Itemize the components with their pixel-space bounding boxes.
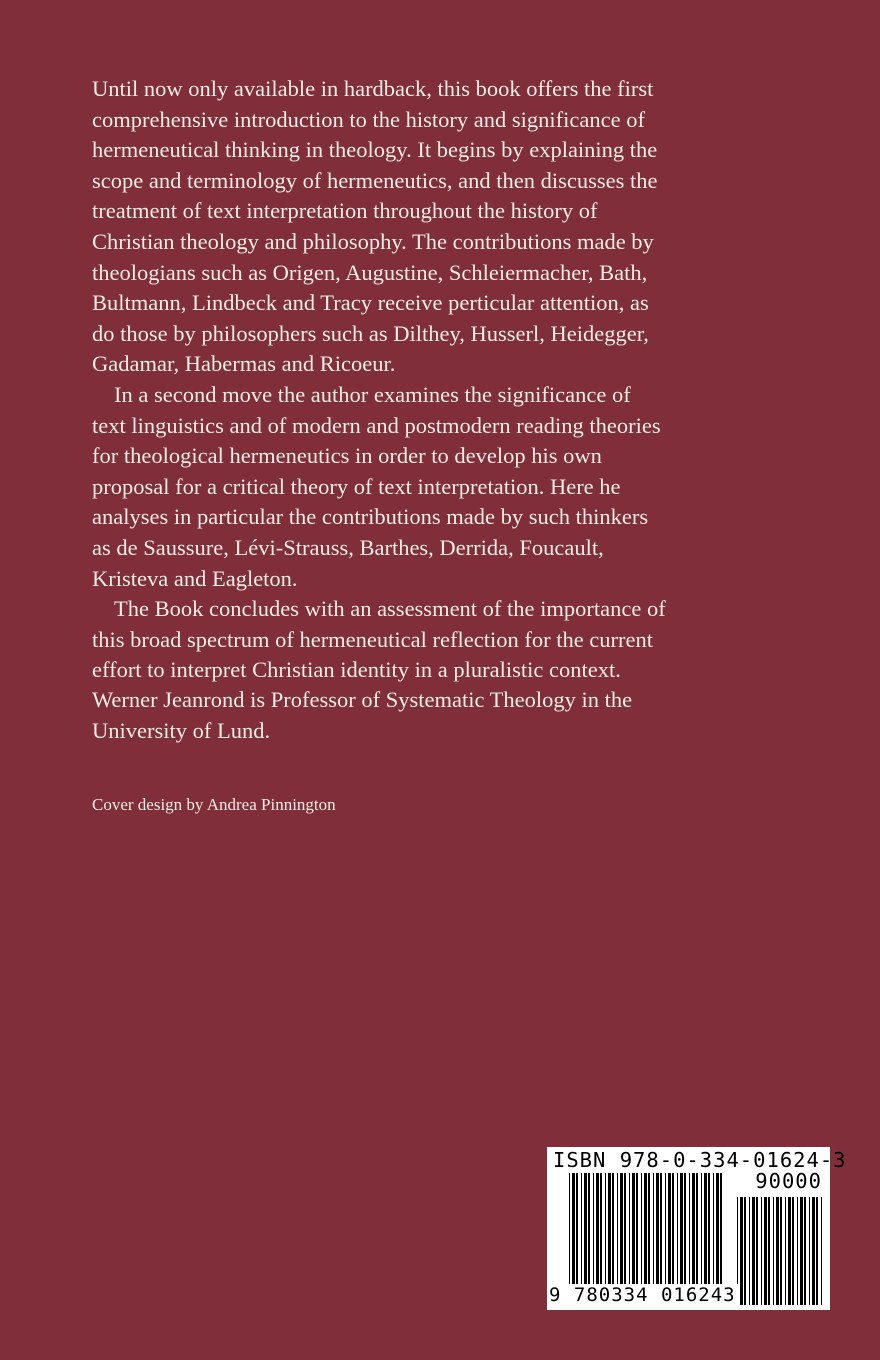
price-code: 90000 (755, 1169, 822, 1193)
blurb-paragraph-1: Until now only available in hardback, this book offers the first comprehensive introduction to the history and significance of hermeneutical thinking in theology. It begins by explaining the scope and terminology of hermeneutics, and then discusses the treatment of text interpretation throughout the history of Christian theology and philosophy. The contributions made by theologians such as Origen, Augustine, Schleiermacher, Bath, Bultmann, Lindbeck and Tracy receive perticular attention, as do those by philosophers such as Dilthey, Husserl, Heidegger, Gadamar, Habermas and Ricoeur. (92, 76, 658, 377)
isbn-label: ISBN 978-0-334-01624-3 (553, 1148, 847, 1172)
barcode-bar (744, 1197, 746, 1305)
barcode-bar (809, 1197, 810, 1305)
barcode-bar (816, 1197, 818, 1305)
barcode-bar (773, 1197, 774, 1305)
barcode-bar (785, 1197, 786, 1305)
barcode-bar (792, 1197, 794, 1305)
barcode-bar (812, 1197, 815, 1305)
barcode-bar (756, 1197, 758, 1305)
blurb-paragraph-3: The Book concludes with an assessment of the importance of this broad spectrum of hermeneutical reflection for the current effort to interpret Christian identity in a pluralistic context. (92, 596, 666, 683)
barcode-bar (788, 1197, 791, 1305)
barcode-bar (768, 1197, 770, 1305)
barcode-bar (752, 1197, 755, 1305)
barcode-bar (740, 1197, 743, 1305)
author-bio: Werner Jeanrond is Professor of Systematic Theology in the University of Lund. (92, 687, 633, 743)
barcode-bar (749, 1197, 750, 1305)
barcode-bar (761, 1197, 762, 1305)
isbn-barcode (547, 1147, 847, 1310)
blurb-text (92, 74, 732, 686)
barcode-bar (780, 1197, 782, 1305)
barcode-bar (821, 1197, 822, 1305)
barcode-bar (797, 1197, 798, 1305)
ean-digits: 9 780334 016243 (549, 1284, 736, 1306)
barcode-bar (800, 1197, 803, 1305)
blurb-paragraph-2: In a second move the author examines the significance of text linguistics and of modern and postmodern reading theories for theological hermeneutics in order to develop his own proposal for a critical theory of text interpretation. Here he analyses in particular the contributions made by such thinkers as de Saussure, Lévi-Strauss, Barthes, Derrida, Foucault, Kristeva and Eagleton. (92, 381, 661, 591)
barcode-bar (804, 1197, 806, 1305)
barcode-bar (776, 1197, 779, 1305)
barcode-bar (764, 1197, 767, 1305)
cover-design-credit: Cover design by Andrea Pinnington (92, 795, 336, 814)
